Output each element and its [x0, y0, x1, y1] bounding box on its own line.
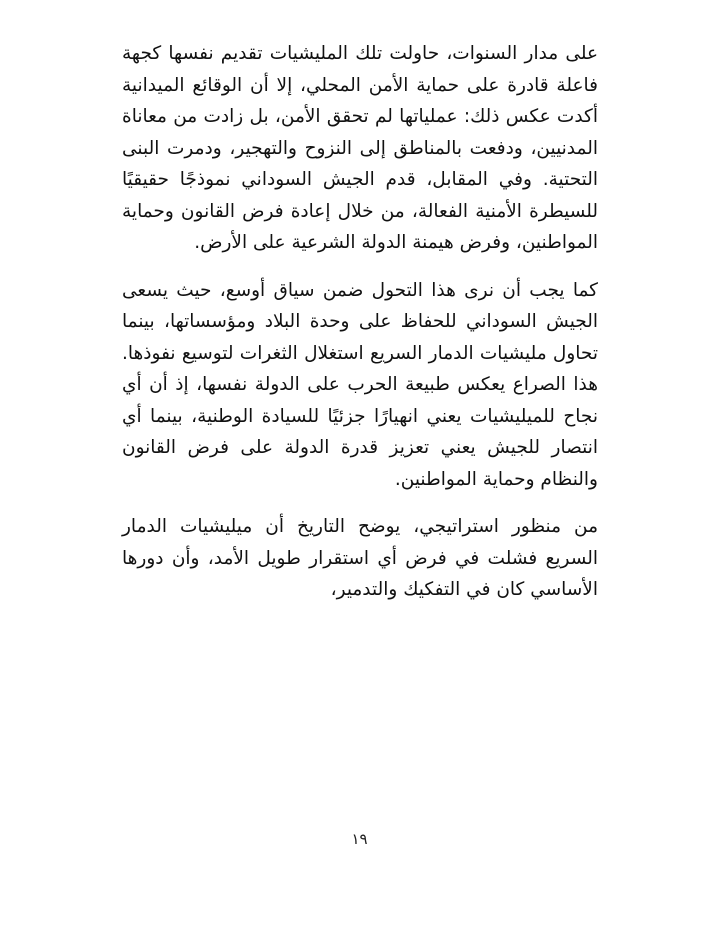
page-number: ١٩: [351, 830, 368, 848]
paragraph-2: كما يجب أن نرى هذا التحول ضمن سياق أوسع، حيث يسعى الجيش السوداني للحفاظ على وحدة البلاد ومؤسساتها، بينما تحاول مليشيات الدمار السريع استغلال الثغرات لتوسيع نفوذها. هذا الصراع يعكس طبيعة الحرب على الدولة نفسها، إذ أن أي نجاح للميليشيات يعني انهيارًا جزئيًا للسيادة الوطنية، بينما أي انتصار للجيش يعني تعزيز قدرة الدولة على فرض القانون والنظام وحماية المواطنين.: [122, 279, 598, 490]
paragraph-3: من منظور استراتيجي، يوضح التاريخ أن ميليشيات الدمار السريع فشلت في فرض أي استقرار طويل الأمد، وأن دورها الأساسي كان في التفكيك والتدمير،: [122, 516, 598, 600]
document-body: [122, 38, 598, 606]
paragraph-1: على مدار السنوات، حاولت تلك المليشيات تقديم نفسها كجهة فاعلة قادرة على حماية الأمن المحلي، إلا أن الوقائع الميدانية أكدت عكس ذلك: عملياتها لم تحقق الأمن، بل زادت من معاناة المدنيين، ودفعت بالمناطق إلى النزوح والتهجير، ودمرت البنى التحتية. وفي المقابل، قدم الجيش السوداني نموذجًا حقيقيًا للسيطرة الأمنية الفعالة، من خلال إعادة فرض القانون وحماية المواطنين، وفرض هيمنة الدولة الشرعية على الأرض.: [122, 43, 598, 253]
